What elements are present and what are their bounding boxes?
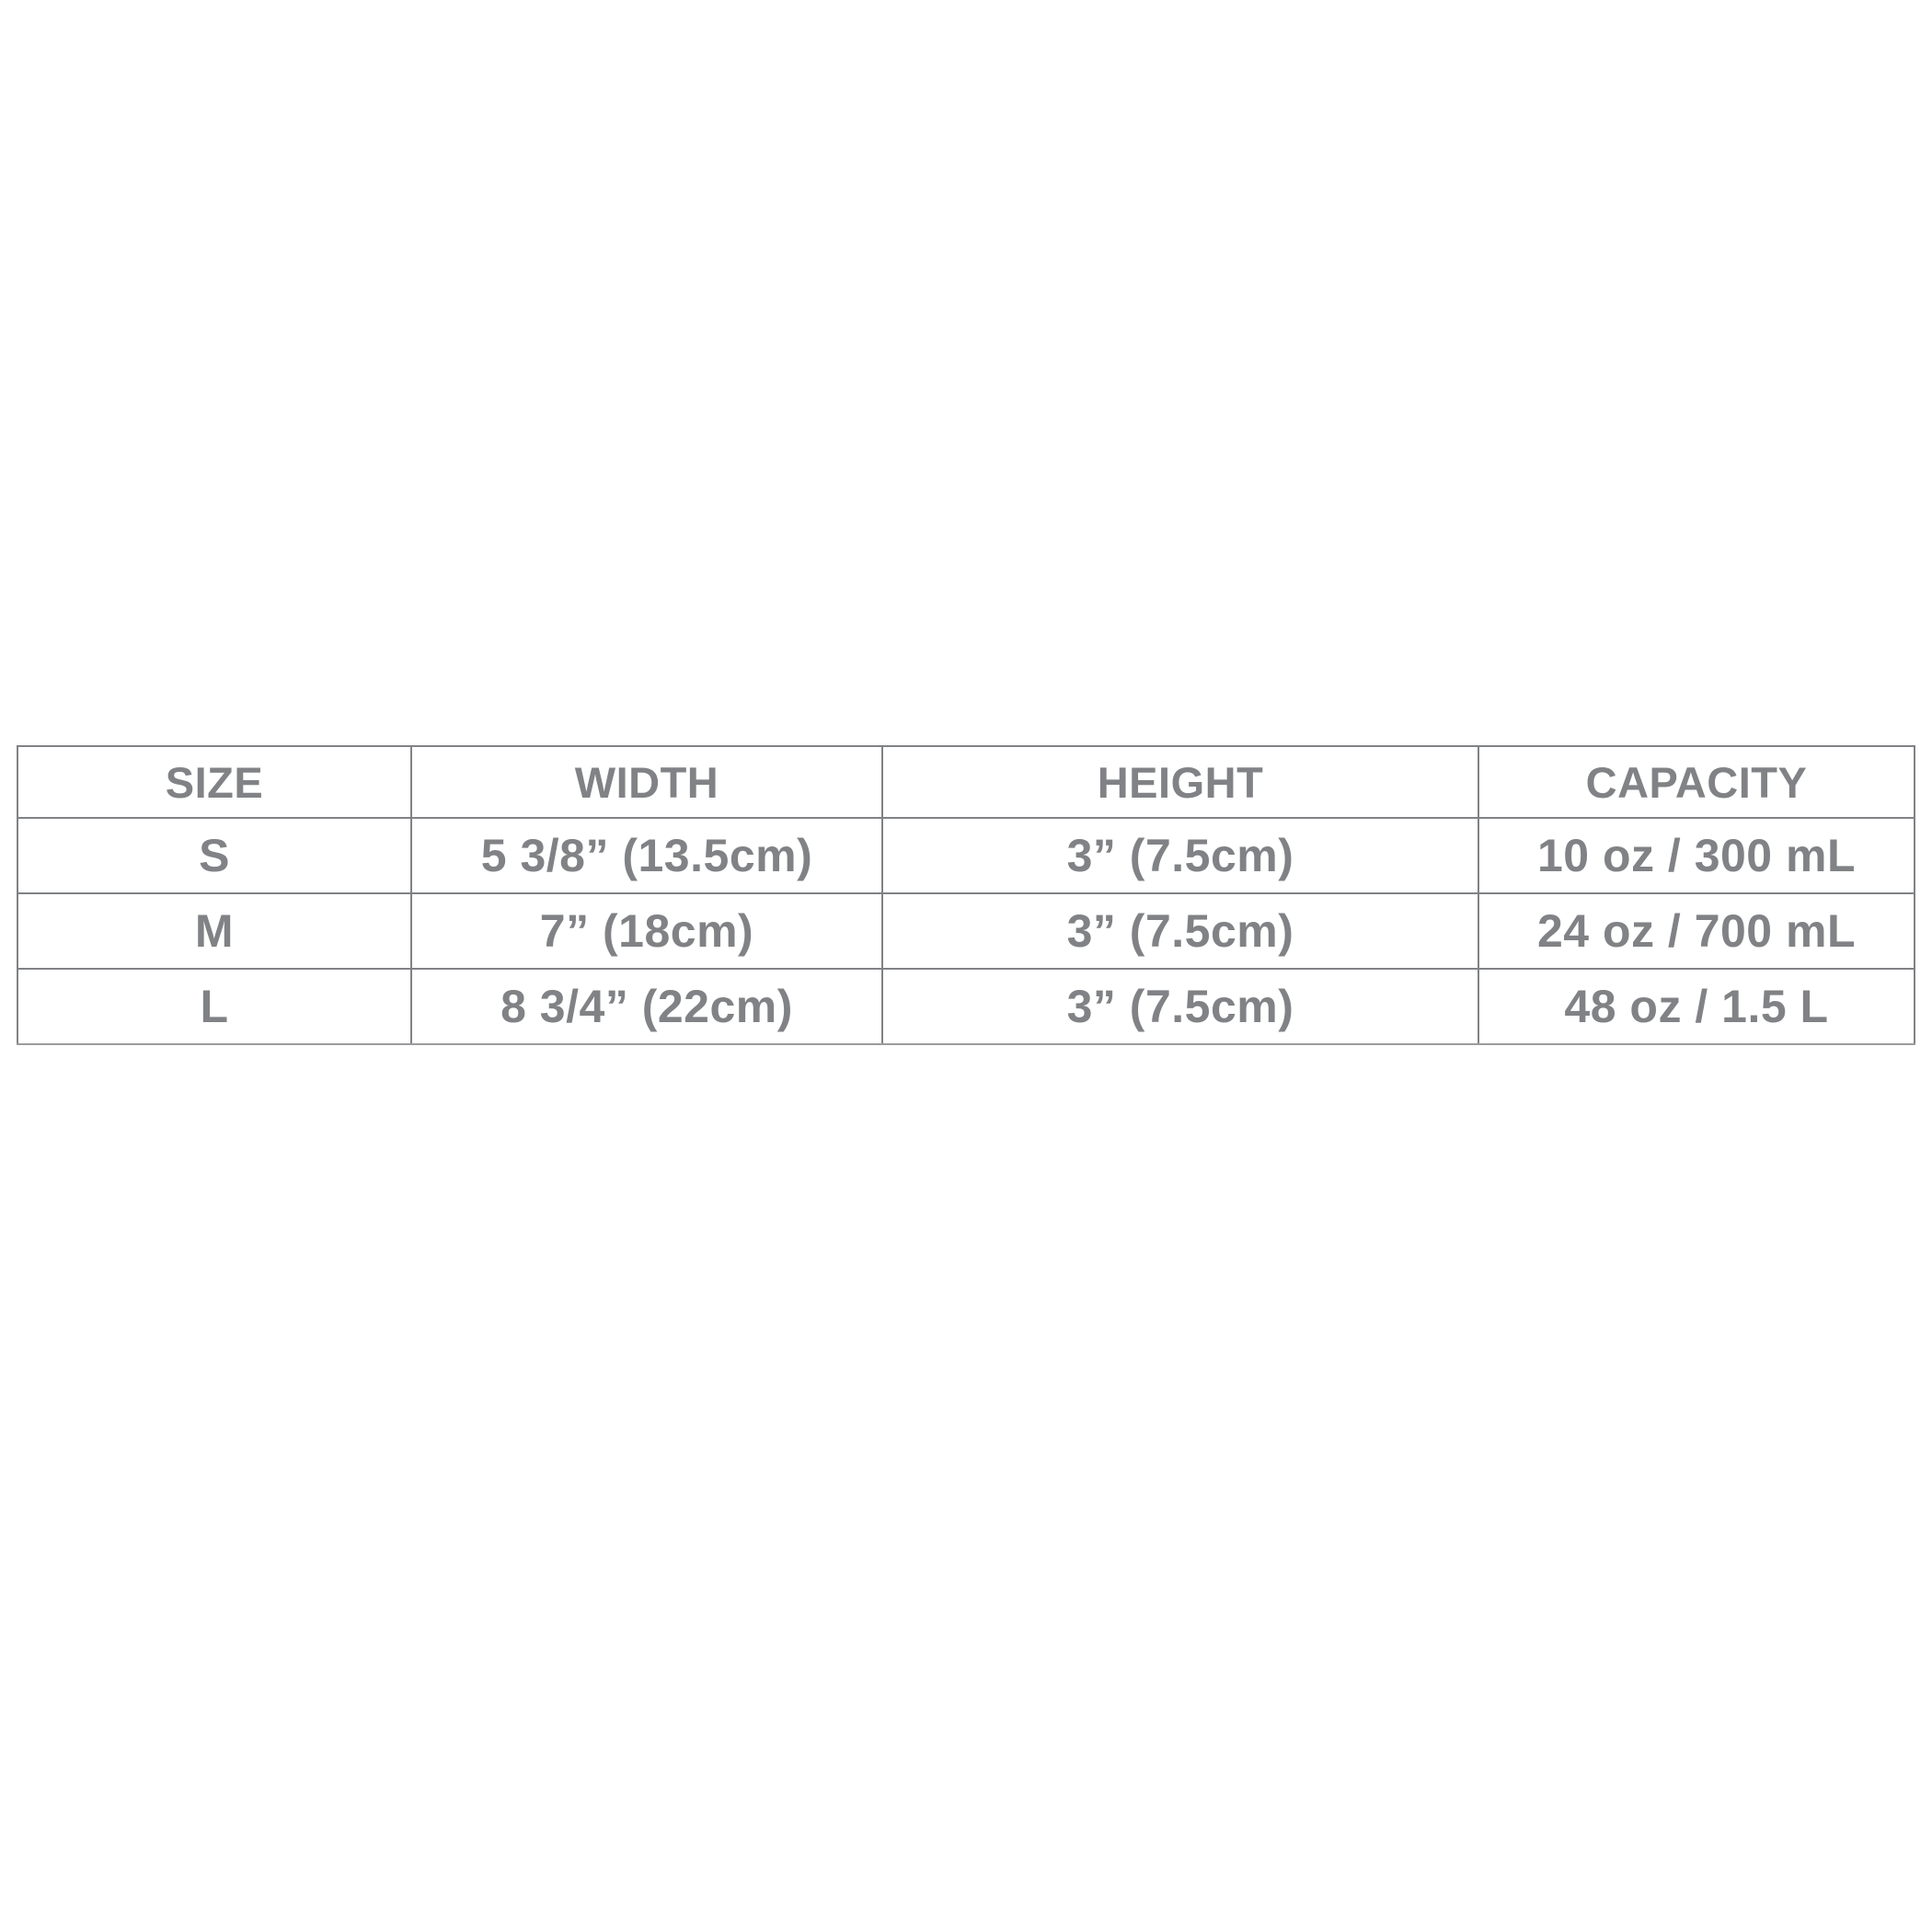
cell-height: 3” (7.5cm) — [882, 818, 1478, 893]
cell-capacity: 48 oz / 1.5 L — [1478, 969, 1915, 1044]
column-header-width: WIDTH — [411, 746, 882, 818]
table-row — [17, 818, 1915, 893]
column-header-capacity: CAPACITY — [1478, 746, 1915, 818]
table-row — [17, 969, 1915, 1044]
table-row — [17, 893, 1915, 969]
column-header-height: HEIGHT — [882, 746, 1478, 818]
cell-width: 8 3/4” (22cm) — [411, 969, 882, 1044]
cell-capacity: 10 oz / 300 mL — [1478, 818, 1915, 893]
cell-height: 3” (7.5cm) — [882, 969, 1478, 1044]
cell-height: 3” (7.5cm) — [882, 893, 1478, 969]
cell-width: 5 3/8” (13.5cm) — [411, 818, 882, 893]
cell-size: S — [17, 818, 411, 893]
size-chart-table — [17, 745, 1915, 1045]
cell-width: 7” (18cm) — [411, 893, 882, 969]
cell-size: L — [17, 969, 411, 1044]
size-chart-container — [17, 745, 1914, 1045]
column-header-size: SIZE — [17, 746, 411, 818]
cell-size: M — [17, 893, 411, 969]
cell-capacity: 24 oz / 700 mL — [1478, 893, 1915, 969]
table-header-row — [17, 746, 1915, 818]
